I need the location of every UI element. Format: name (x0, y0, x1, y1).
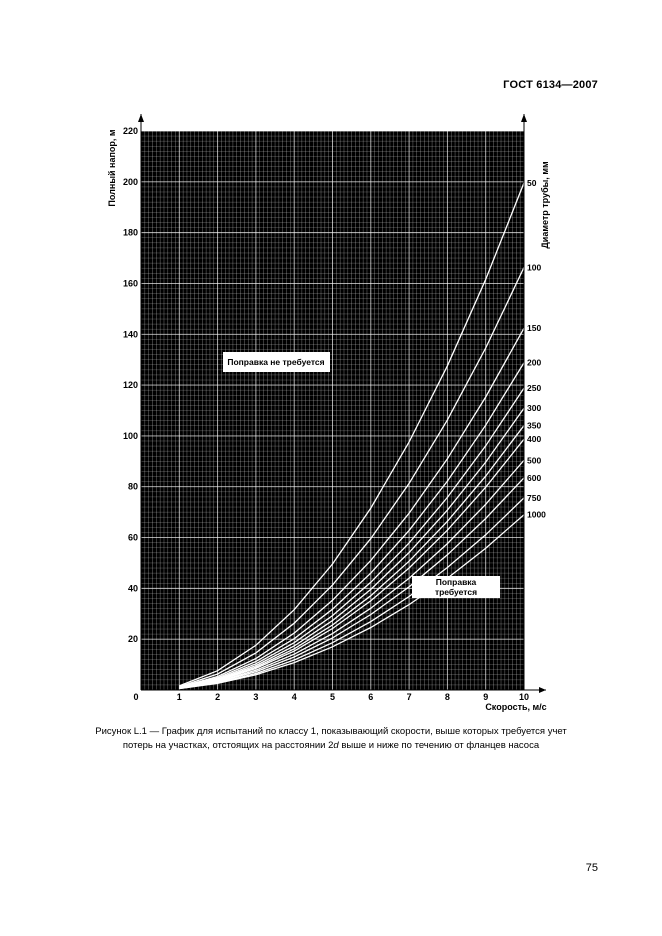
diameter-label: 300 (527, 403, 542, 414)
chart-grid (141, 131, 524, 690)
caption-line-2: потерь на участках, отстоящих на расстоянии 2d выше и ниже по течению от фланцев насоса (122, 740, 540, 751)
diameter-label: 400 (527, 434, 542, 445)
annotation-correction-line1: Поправка (435, 577, 477, 587)
diameter-label: 150 (527, 323, 542, 334)
annotation-no-correction (223, 352, 330, 372)
diameter-label: 250 (527, 383, 542, 394)
diameter-label: 1000 (527, 509, 546, 520)
diameter-label: 500 (527, 455, 542, 466)
y-tick-label: 100 (122, 430, 138, 441)
y-tick-labels (123, 126, 138, 644)
y-tick-label: 20 (127, 634, 138, 645)
x-tick-label: 9 (483, 692, 489, 702)
caption-line-1: Рисунок L.1 — График для испытаний по классу 1, показывающий скорости, выше которых требуется учет (95, 726, 567, 737)
y-tick-label: 160 (122, 278, 138, 289)
diameter-label: 350 (527, 420, 542, 431)
diameter-label: 100 (527, 262, 542, 273)
y-tick-label: 60 (127, 532, 138, 543)
x-tick-label: 5 (329, 692, 336, 702)
y-tick-label: 40 (127, 583, 138, 594)
x-tick-label: 8 (444, 692, 450, 702)
y-tick-label: 220 (122, 126, 138, 136)
y-axis-arrow (138, 114, 144, 122)
x-tick-label: 6 (368, 692, 374, 702)
annotation-no-correction-text: Поправка не требуется (227, 357, 325, 367)
document-id: ГОСТ 6134—2007 (503, 79, 598, 91)
y-tick-label: 120 (122, 380, 138, 391)
page-number: 75 (585, 862, 598, 874)
diameter-label: 200 (527, 357, 542, 368)
x-tick-label: 0 (133, 692, 139, 702)
x-tick-label: 3 (253, 692, 259, 702)
x-tick-label: 4 (291, 692, 297, 702)
x-tick-label: 1 (176, 692, 182, 702)
diameter-label: 750 (527, 492, 542, 503)
y-tick-label: 200 (122, 176, 138, 187)
x-tick-label: 2 (215, 692, 221, 702)
y2-axis-arrow (521, 114, 527, 122)
annotation-correction-line2: требуется (434, 587, 478, 597)
figure-caption (60, 725, 602, 753)
annotation-correction (412, 576, 500, 598)
y2-axis-label: Диаметр трубы, мм (540, 161, 550, 249)
x-axis-label: Скорость, м/с (485, 702, 547, 712)
y-axis-label: Полный напор, м (107, 129, 117, 207)
y-tick-label: 180 (122, 227, 138, 238)
x-axis-arrow (539, 687, 546, 693)
diameter-label: 50 (527, 177, 537, 188)
x-tick-label: 7 (406, 692, 412, 702)
y-tick-label: 140 (122, 329, 138, 340)
x-tick-label: 10 (518, 692, 530, 702)
diameter-label: 600 (527, 472, 542, 483)
x-tick-labels (133, 692, 529, 702)
y-tick-label: 80 (127, 481, 138, 492)
